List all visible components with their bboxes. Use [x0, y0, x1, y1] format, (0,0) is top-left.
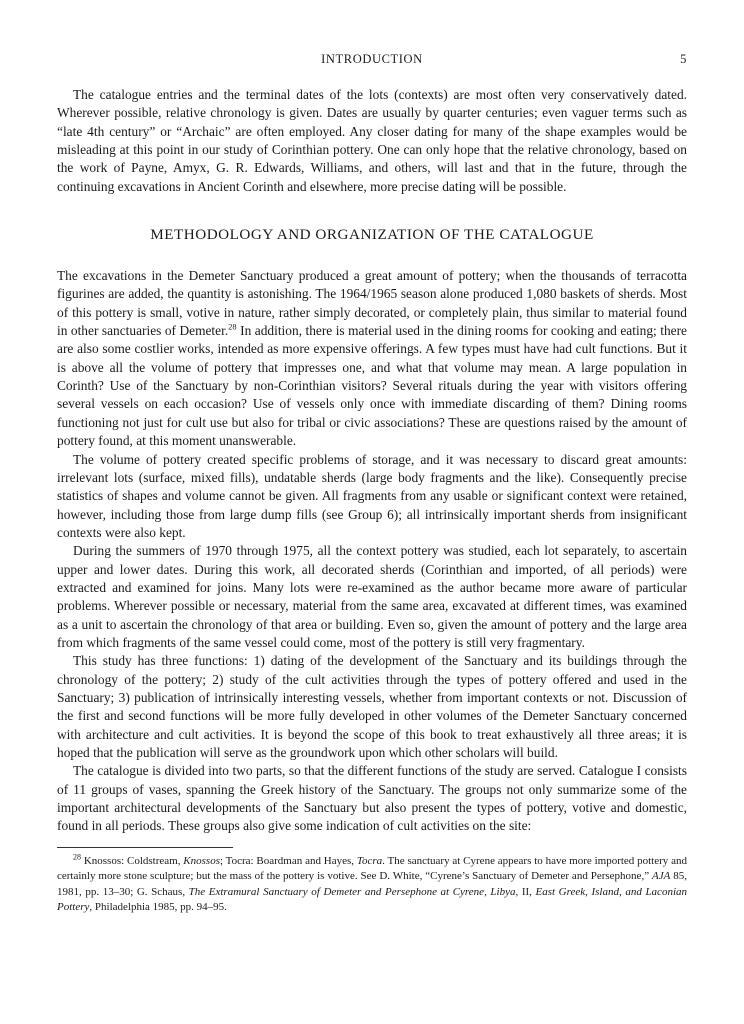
- footnote-italic: The Extramural Sanctuary of Demeter and Persephone at Cyrene, Libya: [188, 885, 516, 898]
- footnote-text: . The sanctuary at Cyrene appears to have more imported pottery and certainly more stone sculpture; but the mass of the pottery is votive. See D. White, “Cyrene’s Sanctuary of Demeter and Persephone,”: [57, 854, 687, 883]
- paragraph-1-text-b: In addition, there is material used in the dining rooms for cooking and eating; there are also some costlier works, intended as more expensive offerings. A few types must have had cult functions. But it is above all the volume of pottery that impresses one, and what that volume may mean. A large population in Corinth? Use of the Sanctuary by non-Corinthian visitors? Several rituals during the year with visitors offering several vessels on each occasion? Use of vessels only once with immediate discarding of them? Dining rooms functioning not just for cult use but also for tribal or civic associations? These are questions raised by the amount of pottery found, at this moment unanswerable.: [57, 323, 688, 449]
- running-head-title: INTRODUCTION: [321, 52, 423, 66]
- page-number: 5: [680, 52, 687, 66]
- intro-paragraph: The catalogue entries and the terminal dates of the lots (contexts) are most often very conservatively dated. Wherever possible, relative chronology is given. Dates are usually by quarter centuries; even vaguer terms such as “late 4th century” or “Archaic” are often employed. Any closer dating for many of the shape examples would be misleading at this point in our study of Corinthian pottery. One can only hope that the relative chronology, based on the work of Payne, Amyx, G. R. Edwards, Williams, and others, will last and that in the future, through the continuing excavations in Ancient Corinth and elsewhere, more precise dating will be possible.: [57, 87, 687, 194]
- footnote-italic: Tocra: [356, 854, 383, 867]
- footnote: [57, 854, 687, 916]
- footnote-text: Knossos: Coldstream,: [81, 854, 184, 867]
- running-head: [57, 52, 687, 72]
- body-paragraph-2: The volume of pottery created specific problems of storage, and it was necessary to discard great amounts: irrelevant lots (surface, mixed fills), undatable sherds (large body fragments and the like). Consequently precise statistics of shapes and volume cannot be given. All fragments from any usable or significant context were retained, however, including those from large dump fills (see Group 6); all intrinsically important sherds from insignificant contexts were also kept.: [57, 451, 687, 540]
- footnote-italic: East Greek, Island, and Laconian Pottery: [57, 885, 687, 913]
- section-heading: METHODOLOGY AND ORGANIZATION OF THE CATALOGUE: [150, 226, 594, 244]
- footnote-28: [57, 854, 687, 916]
- footnote-italic: AJA: [652, 870, 671, 883]
- body-paragraph-3: During the summers of 1970 through 1975, all the context pottery was studied, each lot separately, to ascertain upper and lower dates. During this work, all decorated sherds (Corinthian and imported, of all periods) were extracted and examined for joins. Many lots were re-examined as the author became more aware of particular problems. Wherever possible or necessary, material from the same area, excavated at different times, was examined as a unit to ascertain the chronology of that area or building. Even so, given the amount of pottery and the large area from which fragments of the same vessel could come, most of the pottery is still very fragmentary.: [57, 543, 687, 650]
- body-paragraph-5: The catalogue is divided into two parts, so that the different functions of the study are served. Catalogue I consists of 11 groups of vases, spanning the Greek history of the Sanctuary. The groups not only summarize some of the important architectural developments of the Sanctuary but also present the types of pottery, votive and domestic, found in all periods. These groups also give some indication of cult activities on the site:: [57, 763, 687, 834]
- footnote-text: 85, 1981, pp. 13–30; G. Schaus,: [57, 870, 687, 898]
- footnote-number: 28: [73, 852, 81, 862]
- footnote-rule: [57, 847, 233, 848]
- footnote-text: , Philadelphia 1985, pp. 94–95.: [89, 900, 227, 913]
- footnote-text: ; Tocra: Boardman and Hayes,: [219, 854, 357, 867]
- body-paragraph-1: [57, 267, 687, 450]
- page: [57, 52, 687, 915]
- body-paragraph-4: This study has three functions: 1) dating of the development of the Sanctuary and its buildings through the chronology of the pottery; 2) study of the cult activities through the types of pottery offered and used in the Sanctuary; 3) publication of intrinsically interesting vessels, whether from important contexts or not. Discussion of the first and second functions will be more fully developed in other volumes of the Demeter Sanctuary concerned with architecture and cult activities. It is beyond the scope of this book to treat exhaustively all three areas; it is hoped that the publication will serve as the groundwork upon which other scholars will build.: [57, 653, 687, 760]
- footnote-reference[interactable]: 28: [228, 321, 237, 332]
- footnote-text: , II,: [515, 885, 536, 898]
- footnote-italic: Knossos: [183, 854, 220, 867]
- paragraph-1-text-a: The excavations in the Demeter Sanctuary produced a great amount of pottery; when the thousands of terracotta figurines are added, the quantity is astonishing. The 1964/1965 season alone produced 1,080 baskets of sherds. Most of this pottery is small, votive in nature, rather simply decorated, or completely plain, thus similar to material found in other sanctuaries of Demeter.: [57, 268, 687, 339]
